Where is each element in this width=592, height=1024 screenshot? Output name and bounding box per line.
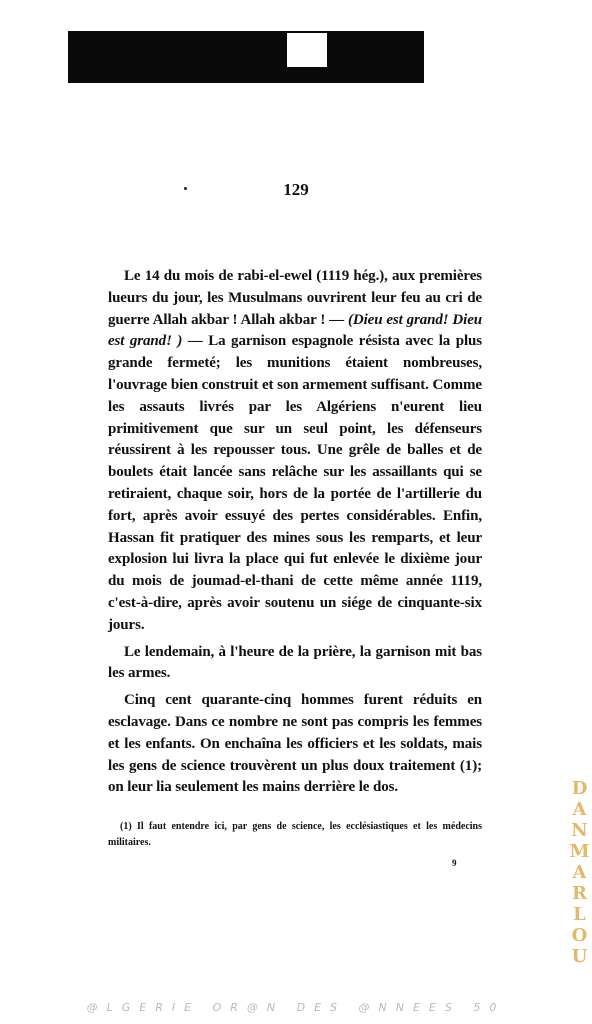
watermark-bottom: @LGERIE OR@N DES @NNEES 50 (86, 1001, 506, 1014)
watermark-vertical: DANMARLOU (569, 778, 590, 967)
paragraph-2: Le lendemain, à l'heure de la prière, la garnison mit bas les armes. (108, 643, 482, 682)
page-number: 129 (283, 180, 309, 199)
redaction-notch (287, 33, 327, 67)
redaction-bar (68, 31, 424, 83)
paragraph-1-rest: — La garnison espagnole résista avec la plus grande fermeté; les munitions étaient nombreuses, l'ouvrage bien construit et son armement suffisant. Comme les assauts livrés par les Algériens n'eurent lieu primitivement que sur un seul point, les défenseurs réussirent à les repousser tous. Une grêle de balles et de boulets était lancée sans relâche sur les assaillants qui se retiraient, chaque soir, hors de la portée de l'artillerie du fort, après avoir essuyé des pertes considérables. Enfin, Hassan fit pratiquer des mines sous les remparts, et leur explosion lui livra la place qui fut enlevée le dixième jour du mois de joumad-el-thani de cette même année 1119, c'est-à-dire, après avoir soutenu un siége de cinquante-six jours. (108, 333, 482, 633)
signature-mark: 9 (452, 858, 457, 868)
paragraph-1 (108, 266, 482, 637)
paragraph-1-italic: (Dieu est grand! Dieu est grand! ) (108, 311, 483, 350)
paragraph-3: Cinq cent quarante-cinq hommes furent réduits en esclavage. Dans ce nombre ne sont pas compris les femmes et les enfants. On enchaîna les officiers et les soldats, mais les gens de science trouvèrent un plus doux traitement (1); on leur lia seulement les mains derrière le dos. (108, 692, 482, 796)
paragraph-1-start: Le 14 du mois de rabi-el-ewel (1119 hég.), aux premières lueurs du jour, les Musulmans ouvrirent leur feu au cri de guerre Allah akbar ! Allah akbar ! — (108, 268, 482, 328)
footnote (108, 819, 482, 851)
footnote-text: (1) Il faut entendre ici, par gens de science, les ecclésiastiques et les médecins militaires. (108, 821, 482, 848)
main-text (108, 266, 482, 799)
